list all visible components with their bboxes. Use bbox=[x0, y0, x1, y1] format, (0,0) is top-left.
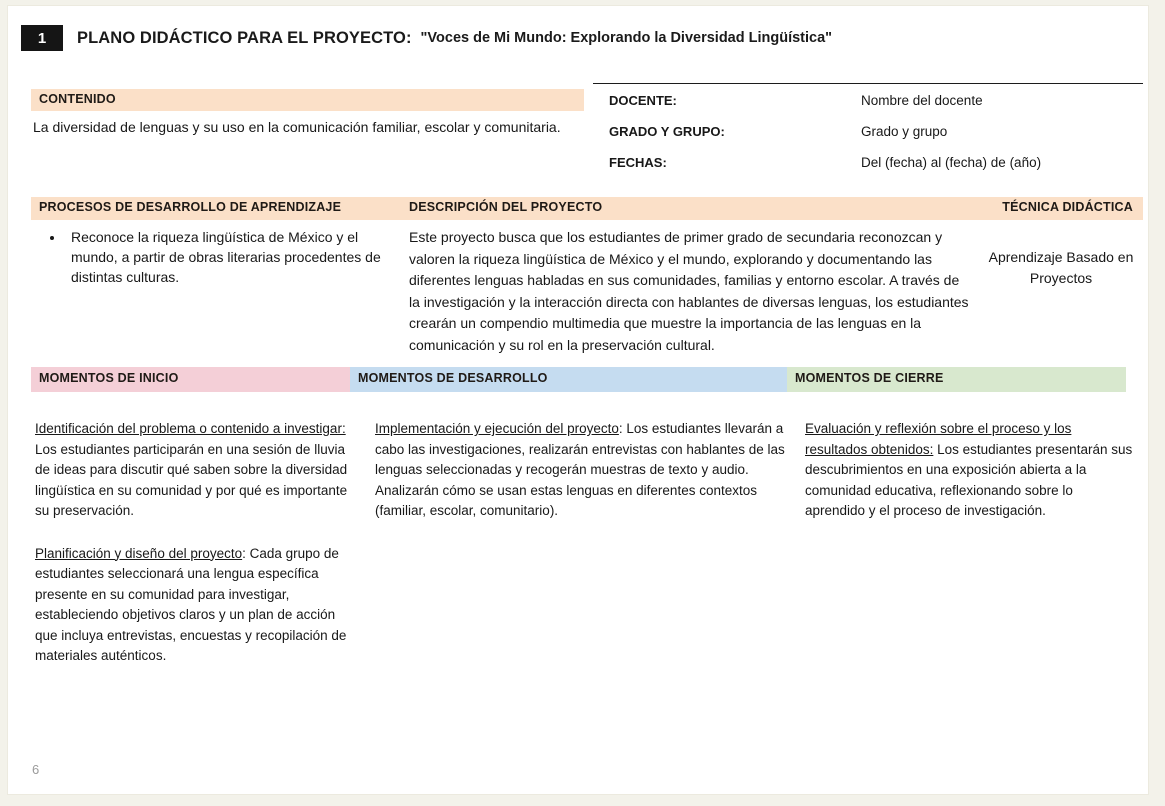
page-title: PLANO DIDÁCTICO PARA EL PROYECTO: bbox=[77, 28, 412, 47]
momentos-header-band bbox=[31, 367, 1126, 392]
momentos-inicio-heading: MOMENTOS DE INICIO bbox=[31, 367, 350, 392]
project-title: "Voces de Mi Mundo: Explorando la Diversidad Lingüística" bbox=[420, 30, 833, 46]
momento-body: Los estudiantes participarán en una sesión de lluvia de ideas para discutir qué saben sobre la diversidad lingüística en su comunidad y por qué es importante su preservación. bbox=[35, 441, 348, 518]
descripcion-heading: DESCRIPCIÓN DEL PROYECTO bbox=[409, 200, 603, 214]
momento-paragraph bbox=[35, 419, 351, 522]
momento-body: Los estudiantes presentarán sus descubrimientos en una exposición abierta a la comunidad educativa, reflexionando sobre lo aprendido y el proceso de investigación. bbox=[805, 441, 1133, 518]
document-title-row bbox=[21, 21, 1136, 55]
page-number: 6 bbox=[32, 762, 40, 777]
momento-paragraph bbox=[35, 544, 351, 667]
momentos-body bbox=[31, 419, 1143, 729]
momento-lead: Evaluación y reflexión sobre el proceso y los resultados obtenidos: bbox=[805, 421, 1072, 457]
grado-grupo-row bbox=[593, 124, 1143, 155]
pda-heading: PROCESOS DE DESARROLLO DE APRENDIZAJE bbox=[39, 200, 342, 214]
contenido-text: La diversidad de lenguas y su uso en la comunicación familiar, escolar y comunitaria. bbox=[33, 119, 561, 135]
descripcion-text: Este proyecto busca que los estudiantes de primer grado de secundaria reconozcan y valoren la riqueza lingüística de México y el mundo, explorando y documentando las diferentes lenguas habladas en sus comunidades, familias y entorno escolar. A través de la investigación y la interacción directa con hablantes de diversas lenguas, los estudiantes crearán un compendio multimedia que muestre la importancia de las lenguas en la comunicación y su rol en la preservación cultural. bbox=[409, 229, 969, 353]
contenido-block bbox=[31, 89, 584, 136]
fechas-label: FECHAS: bbox=[609, 155, 667, 170]
momento-lead: Implementación y ejecución del proyecto bbox=[375, 421, 619, 436]
grado-grupo-label: GRADO Y GRUPO: bbox=[609, 124, 725, 139]
procesos-body bbox=[31, 223, 1143, 353]
pda-column bbox=[31, 227, 401, 287]
tecnica-heading: TÉCNICA DIDÁCTICA bbox=[1002, 200, 1133, 214]
tecnica-text: Aprendizaje Basado en Proyectos bbox=[988, 249, 1134, 286]
document-page bbox=[8, 6, 1148, 794]
fechas-row bbox=[593, 155, 1143, 186]
grado-grupo-value: Grado y grupo bbox=[861, 124, 948, 139]
fechas-value: Del (fecha) al (fecha) de (año) bbox=[861, 155, 1042, 170]
docente-value: Nombre del docente bbox=[861, 93, 983, 108]
momentos-cierre-heading: MOMENTOS DE CIERRE bbox=[787, 367, 1126, 392]
docente-label: DOCENTE: bbox=[609, 93, 677, 108]
momento-paragraph bbox=[375, 419, 785, 522]
momentos-desarrollo-heading: MOMENTOS DE DESARROLLO bbox=[350, 367, 787, 392]
pda-list bbox=[31, 227, 401, 287]
momento-body: : Los estudiantes llevarán a cabo las investigaciones, realizarán entrevistas con hablantes de las lenguas seleccionadas y recogerán muestras de texto y audio. Analizarán cómo se usan estas lenguas en diferentes contextos (familiar, escolar, comunitario). bbox=[375, 421, 785, 518]
momentos-desarrollo-column bbox=[375, 419, 785, 544]
list-item: • Reconoce la riqueza lingüística de México y el mundo, a partir de obras literarias procedentes de distintas culturas. bbox=[65, 227, 401, 287]
section-number-badge: 1 bbox=[21, 25, 63, 51]
procesos-header-band bbox=[31, 197, 1143, 220]
momento-lead: Planificación y diseño del proyecto bbox=[35, 545, 243, 561]
contenido-heading: CONTENIDO bbox=[31, 89, 584, 111]
docente-row bbox=[593, 93, 1143, 124]
momentos-inicio-column bbox=[35, 419, 351, 689]
momento-paragraph bbox=[805, 419, 1135, 522]
top-info-section bbox=[31, 83, 1143, 187]
momentos-cierre-column bbox=[805, 419, 1135, 544]
docente-info-block bbox=[593, 83, 1143, 186]
momento-lead: Identificación del problema o contenido a investigar: bbox=[35, 421, 346, 436]
momento-body: : Cada grupo de estudiantes seleccionará una lengua específica presente en su comunidad para investigar, estableciendo objetivos claros y un plan de acción que incluya entrevistas, encuestas y recopilación de materiales auténticos. bbox=[35, 545, 347, 663]
